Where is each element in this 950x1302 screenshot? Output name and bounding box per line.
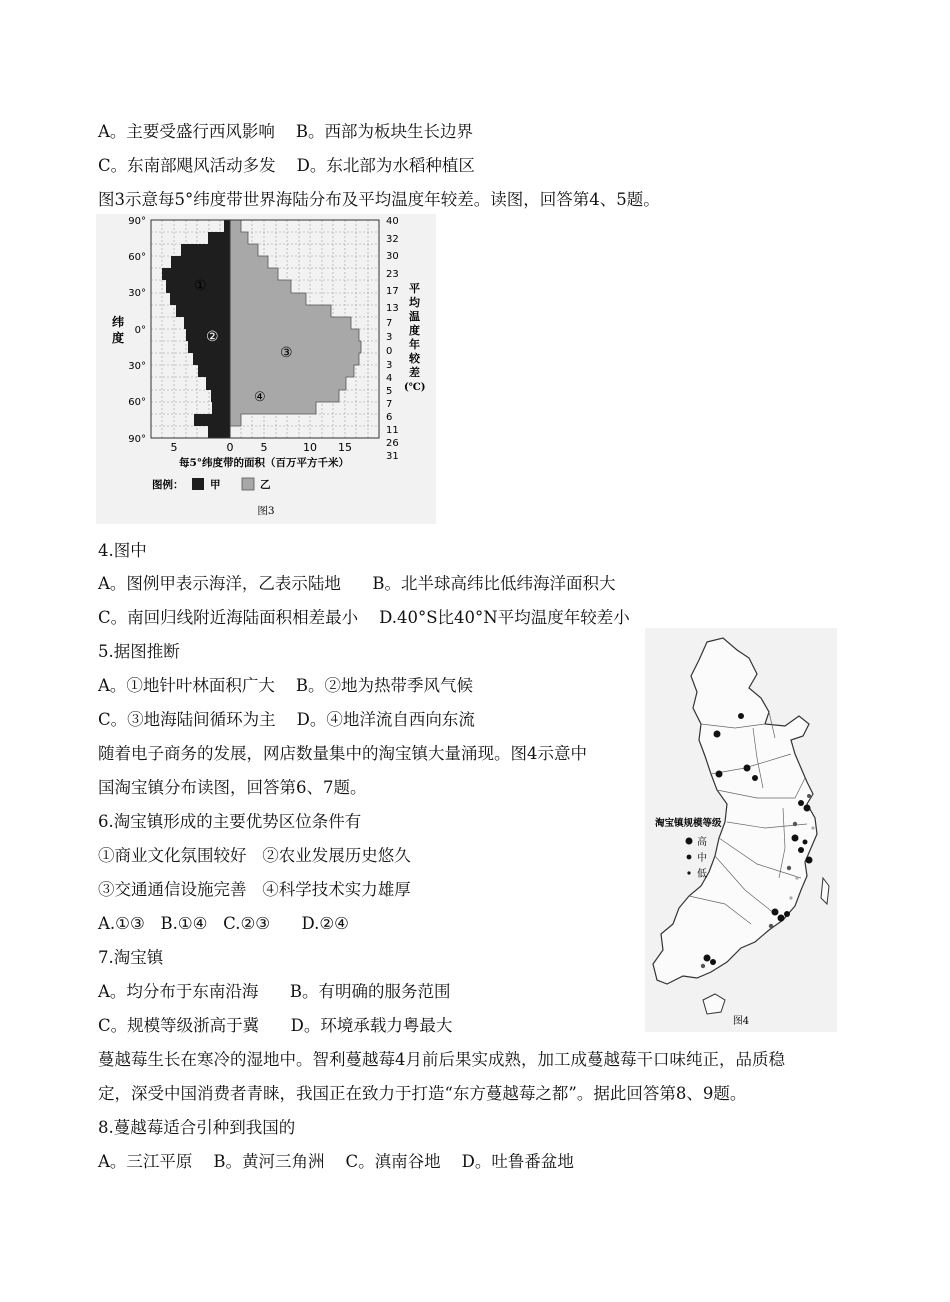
lat-label: 0° (134, 325, 146, 336)
x-tick: 10 (303, 441, 317, 454)
right-axis-char: (℃) (404, 382, 426, 393)
right-axis-char: 温 (409, 310, 420, 323)
taobao-dot-high (806, 857, 813, 864)
q5-stem: 5.据图推断 (98, 642, 180, 661)
fig4-caption: 图4 (732, 1016, 750, 1027)
taobao-dot-mid (701, 964, 705, 968)
fig3-caption: 图3 (257, 505, 275, 517)
x-tick: 5 (260, 441, 268, 454)
q6-line-2: ③交通通信设施完善 ④科学技术实力雄厚 (98, 880, 411, 899)
fig4-map (645, 628, 837, 1032)
q4-stem: 4.图中 (98, 541, 147, 560)
taobao-dot-high (772, 909, 779, 916)
fig4-legend-dot-high (686, 838, 693, 845)
fig4-intro-line-1: 随着电子商务的发展，网店数量集中的淘宝镇大量涌现。图4示意中 (98, 744, 587, 763)
taobao-dot-mid (807, 794, 811, 798)
taobao-dot-high (714, 731, 721, 738)
q5-line-2: C。③地海陆间循环为主 D。④地洋流自西向东流 (98, 710, 475, 729)
q8-intro-line-2: 定，深受中国消费者青睐，我国正在致力于打造“东方蔓越莓之都”。据此回答第8、9题。 (98, 1084, 747, 1103)
q6-stem: 6.淘宝镇形成的主要优势区位条件有 (98, 812, 362, 831)
lat-label: 90° (128, 216, 146, 227)
right-axis-char: 度 (409, 324, 420, 337)
q8-line-1: A。三江平原 B。黄河三角洲 C。滇南谷地 D。吐鲁番盆地 (98, 1152, 574, 1171)
fig4-china-east-outline (653, 638, 817, 984)
range-value: 5 (386, 386, 393, 397)
lat-label: 30° (128, 361, 146, 372)
q3-option-line-2: C。东南部飓风活动多发 D。东北部为水稻种植区 (98, 156, 475, 175)
figure-4 (645, 628, 837, 1032)
fig3-lat-labels (128, 216, 146, 445)
fig3-y-label-2: 度 (112, 331, 125, 345)
taobao-dot-high (778, 915, 785, 922)
taobao-dot-mid (793, 822, 797, 826)
range-value: 7 (386, 399, 393, 410)
fig4-legend-high: 高 (697, 837, 707, 848)
q7-stem: 7.淘宝镇 (98, 948, 164, 967)
fig3-x-ticks (171, 441, 353, 454)
range-value: 40 (386, 216, 399, 227)
range-value: 4 (386, 373, 393, 384)
taobao-dot-high (792, 835, 799, 842)
right-axis-char: 平 (409, 282, 420, 295)
taobao-dot-high (798, 800, 804, 806)
q4-line-1: A。图例甲表示海洋，乙表示陆地 B。北半球高纬比低纬海洋面积大 (98, 574, 616, 593)
lat-label: 60° (128, 397, 146, 408)
lat-label: 30° (128, 288, 146, 299)
taobao-dot-high (704, 955, 711, 962)
fig3-series-yi (230, 220, 361, 426)
fig4-hainan (703, 994, 725, 1014)
fig4-taiwan (821, 878, 829, 904)
q6-line-1: ①商业文化氛围较好 ②农业发展历史悠久 (98, 846, 411, 865)
range-value: 32 (386, 234, 399, 245)
range-value: 31 (386, 451, 399, 462)
fig4-legend-mid: 中 (697, 853, 707, 864)
figure-3 (96, 214, 436, 524)
taobao-dot-high (744, 765, 751, 772)
range-value: 13 (386, 303, 399, 314)
range-value: 30 (386, 251, 399, 262)
right-axis-char: 均 (409, 296, 420, 309)
fig4-intro-line-2: 国淘宝镇分布读图，回答第6、7题。 (98, 778, 367, 797)
taobao-dot-high (784, 911, 790, 917)
fig3-marker-1: ① (194, 278, 207, 294)
fig3-legend-swatch-yi (242, 478, 254, 490)
taobao-dot-high (803, 840, 808, 845)
fig3-intro: 图3示意每5°纬度带世界海陆分布及平均温度年较差。读图，回答第4、5题。 (98, 190, 660, 209)
fig3-y-label-1: 纬 (112, 315, 125, 329)
range-value: 0 (386, 346, 393, 357)
taobao-dot-low (795, 876, 798, 879)
range-value: 6 (386, 412, 393, 423)
fig4-legend-dot-low (687, 871, 690, 874)
q6-line-3: A.①③ B.①④ C.②③ D.②④ (98, 914, 349, 933)
fig3-legend-prefix: 图例： (152, 479, 184, 491)
q7-line-2: C。规模等级浙高于冀 D。环境承载力粤最大 (98, 1016, 453, 1035)
x-tick: 5 (170, 441, 178, 454)
taobao-dot-high (804, 805, 811, 812)
range-value: 23 (386, 269, 399, 280)
fig3-x-axis-label: 每5°纬度带的面积（百万平方千米） (178, 457, 350, 469)
fig3-legend-yi: 乙 (260, 479, 271, 491)
range-value: 7 (386, 318, 393, 329)
right-axis-char: 较 (409, 352, 420, 365)
fig3-legend-swatch-jia (192, 478, 204, 490)
lat-label: 90° (128, 434, 146, 445)
fig3-marker-4: ④ (254, 390, 266, 405)
q8-stem: 8.蔓越莓适合引种到我国的 (98, 1118, 296, 1137)
taobao-dot-high (798, 847, 804, 853)
x-tick: 15 (338, 441, 352, 454)
range-value: 17 (386, 286, 399, 297)
q5-line-1: A。①地针叶林面积广大 B。②地为热带季风气候 (98, 676, 474, 695)
fig4-legend-low: 低 (697, 869, 707, 880)
fig3-marker-3: ③ (280, 345, 293, 361)
fig4-legend-dot-mid (687, 855, 692, 860)
lat-label: 60° (128, 252, 146, 263)
fig3-right-values (386, 216, 399, 462)
range-value: 26 (386, 438, 399, 449)
taobao-dot-high (752, 775, 758, 781)
fig3-chart (96, 214, 436, 524)
taobao-dot-high (716, 771, 723, 778)
q8-intro-line-1: 蔓越莓生长在寒冷的湿地中。智利蔓越莓4月前后果实成熟，加工成蔓越莓干口味纯正，品质稳 (98, 1050, 785, 1069)
taobao-dot-low (811, 826, 814, 829)
fig4-legend-title: 淘宝镇规模等级 (655, 818, 722, 829)
fig3-marker-2: ② (206, 329, 219, 345)
range-value: 11 (386, 425, 399, 436)
taobao-dot-mid (769, 924, 773, 928)
q7-line-1: A。均分布于东南沿海 B。有明确的服务范围 (98, 982, 451, 1001)
fig3-right-axis-label (404, 281, 425, 393)
range-value: 3 (386, 332, 393, 343)
q3-option-line-1: A。主要受盛行西风影响 B。西部为板块生长边界 (98, 122, 474, 141)
x-tick: 0 (226, 441, 234, 454)
right-axis-char: 年 (409, 338, 420, 351)
taobao-dot-high (710, 959, 716, 965)
q4-line-2: C。南回归线附近海陆面积相差最小 D.40°S比40°N平均温度年较差小 (98, 608, 630, 627)
fig3-legend-jia: 甲 (210, 479, 221, 491)
range-value: 3 (386, 360, 393, 371)
right-axis-char: 差 (409, 366, 420, 379)
taobao-dot-low (789, 896, 792, 899)
taobao-dot-high (738, 713, 744, 719)
taobao-dot-mid (787, 866, 791, 870)
